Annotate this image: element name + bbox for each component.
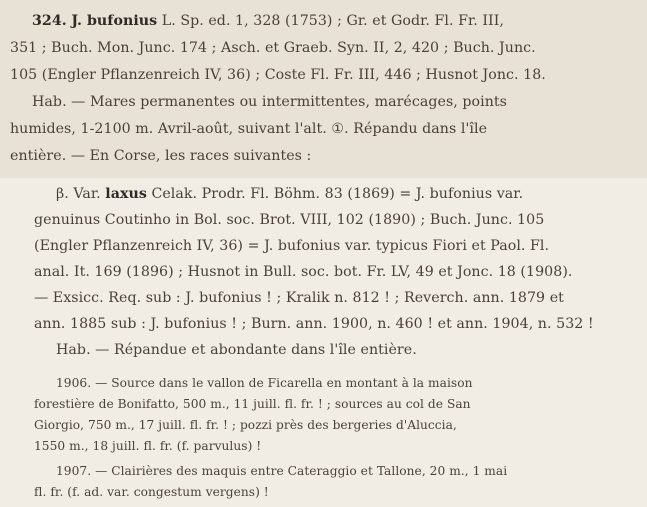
variety-habitat: Hab. — Répandue et abondante dans l'île entière. (56, 342, 417, 358)
variety-line (56, 186, 523, 202)
exsiccatae-line: ann. 1885 sub : J. bufonius ! ; Burn. ann. 1900, n. 460 ! et ann. 1904, n. 532 ! (34, 316, 594, 332)
record-line: Giorgio, 750 m., 17 juill. fl. fr. ! ; pozzi près des bergeries d'Alucciа, (34, 418, 457, 432)
variety-citation: Celak. Prodr. Fl. Böhm. 83 (1869) = J. bufonius var. (151, 186, 524, 202)
entry-citation: L. Sp. ed. 1, 328 (1753) ; Gr. et Godr. Fl. Fr. III, (161, 13, 504, 29)
habitat-line: humides, 1-2100 m. Avril-août, suivant l'alt. ①. Répandu dans l'île (10, 121, 488, 137)
record-line: fl. fr. (f. ad. var. congestum vergens) ! (34, 485, 269, 499)
variety-line: genuinus Coutinho in Bol. soc. Brot. VIII, 102 (1890) ; Buch. Junc. 105 (34, 212, 545, 228)
record-line: 1550 m., 18 juill. fl. fr. (f. parvulus) ! (34, 439, 262, 453)
habitat-line: entière. — En Corse, les races suivantes : (10, 148, 312, 164)
record-line: 1907. — Clairières des maquis entre Cateraggio et Tallone, 20 m., 1 mai (56, 464, 508, 478)
record-line: forestière de Bonifatto, 500 m., 11 juill. fl. fr. ! ; sources au col de San (34, 397, 471, 411)
variety-line: anal. It. 169 (1896) ; Husnot in Bull. soc. bot. Fr. LV, 49 et Jonc. 18 (1908). (34, 264, 573, 280)
entry-line (32, 13, 504, 29)
variety-marker: β. Var. (56, 186, 101, 202)
exsiccatae-line: — Exsicc. Req. sub : J. bufonius ! ; Kralik n. 812 ! ; Reverch. ann. 1879 et (34, 290, 564, 306)
variety-name: laxus (105, 186, 147, 202)
species-name: J. bufonius (71, 13, 158, 29)
entry-line: 351 ; Buch. Mon. Junc. 174 ; Asch. et Graeb. Syn. II, 2, 420 ; Buch. Junc. (10, 40, 536, 56)
entry-number: 324. (32, 13, 67, 29)
habitat-line: Hab. — Mares permanentes ou intermittentes, marécages, points (32, 94, 507, 110)
entry-line: 105 (Engler Pflanzenreich IV, 36) ; Coste Fl. Fr. III, 446 ; Husnot Jonc. 18. (10, 67, 546, 83)
variety-line: (Engler Pflanzenreich IV, 36) = J. bufonius var. typicus Fiori et Paol. Fl. (34, 238, 550, 254)
record-line: 1906. — Source dans le vallon de Ficarella en montant à la maison (56, 376, 473, 390)
